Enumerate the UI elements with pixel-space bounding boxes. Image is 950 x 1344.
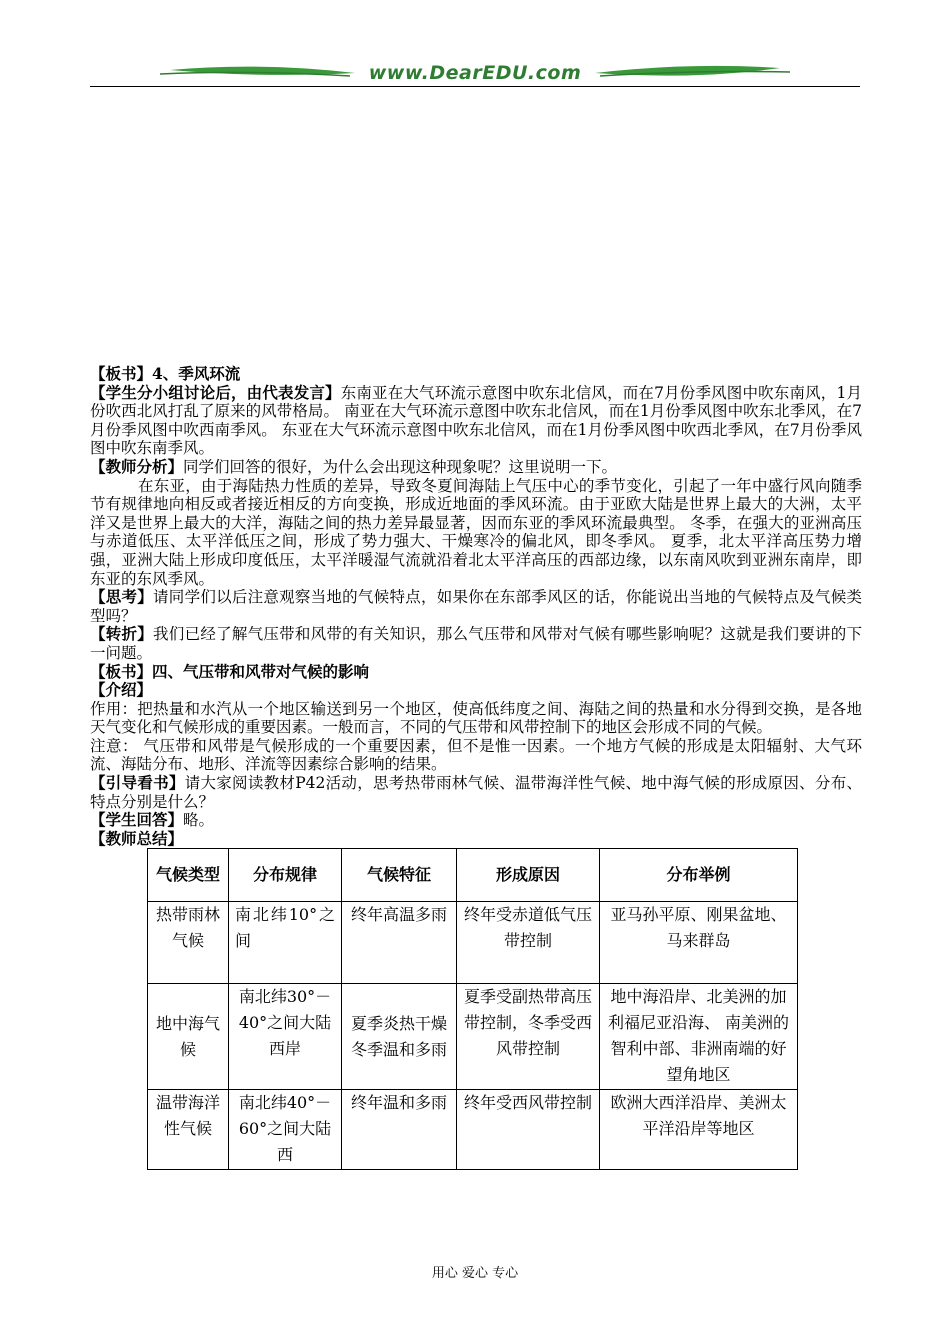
section-tag: 【板书】 (90, 661, 153, 681)
paragraph (90, 458, 862, 477)
section-tag: 【引导看书】 (90, 773, 185, 793)
text-blocks (90, 365, 862, 848)
paragraph (90, 625, 862, 662)
paragraph-text: 四、气压带和风带对气候的影响 (152, 661, 370, 681)
paragraph (90, 737, 862, 774)
paragraph-text: 4、季风环流 (152, 364, 241, 383)
table-cell: 温带海洋性气候 (148, 1090, 229, 1170)
paragraph (90, 830, 862, 849)
climate-summary-table (147, 848, 798, 1170)
section-tag: 【学生回答】 (90, 810, 184, 830)
table-cell: 夏季受副热带高压带控制，冬季受西风带控制 (457, 984, 600, 1090)
header-cell: 形成原因 (457, 849, 600, 902)
header-rule (90, 86, 860, 87)
table-cell: 热带雨林气候 (148, 902, 229, 984)
table-cell: 终年受赤道低气压带控制 (457, 902, 600, 984)
paragraph (90, 477, 862, 589)
section-tag: 【学生分小组讨论后，由代表发言】 (90, 382, 341, 402)
section-tag: 【思考】 (90, 587, 154, 607)
paragraph-text: 东南亚在大气环流示意图中吹东北信风，而在7月份季风图中吹东南风，1月份吹西北风打乱了原来的风带格局。 南亚在大气环流示意图中吹东北信风，而在1月份季风图中吹东北季风，在7月份季风图中吹西南季风。 东亚在大气环流示意图中吹东北信风，而在1月份季风图中吹西北季风，在7月份季风图中吹东南季风。 (90, 383, 862, 458)
paragraph-text: 请大家阅读教材P42活动，思考热带雨林气候、温带海洋性气候、地中海气候的形成原因、分布、特点分别是什么？ (90, 774, 862, 811)
table-cell: 终年受西风带控制 (457, 1090, 600, 1170)
table-cell: 南北纬40°－60°之间大陆西 (229, 1090, 342, 1170)
paragraph-text: 在东亚，由于海陆热力性质的差异，导致冬夏间海陆上气压中心的季节变化，引起了一年中盛行风向随季节有规律地向相反或者接近相反的方向变换，形成近地面的季风环流。由于亚欧大陆是世界上最大的大洲，太平洋又是世界上最大的大洋，海陆之间的热力差异最显著，因而东亚的季风环流最典型。 冬季，在强大的亚洲高压与赤道低压、太平洋低压之间，形成了势力强大、干燥寒冷的偏北风，即冬季风。 夏季，北太平洋高压势力增强，亚洲大陆上形成印度低压，太平洋暖湿气流就沿着北太平洋高压的西部边缘，以东南风吹到亚洲东南岸，即东亚的东风季风。 (90, 476, 862, 588)
table-row (148, 1090, 798, 1170)
paragraph (90, 663, 862, 682)
header-cell: 分布举例 (600, 849, 798, 902)
table-cell: 终年高温多雨 (342, 902, 457, 984)
table-row (148, 984, 798, 1090)
paragraph (90, 384, 862, 458)
section-tag: 【板书】 (90, 364, 153, 383)
section-tag: 【转折】 (90, 624, 154, 644)
page-header (0, 0, 950, 92)
paragraph (90, 774, 862, 811)
paragraph-text: 请同学们以后注意观察当地的气候特点，如果你在东部季风区的话，你能说出当地的气候特点及气候类型吗？ (90, 588, 862, 625)
page-footer: 用心 爱心 专心 (431, 1266, 519, 1281)
section-tag: 【教师分析】 (90, 456, 184, 476)
header-cell: 分布规律 (229, 849, 342, 902)
paragraph-text: 作用：把热量和水汽从一个地区输送到另一个地区，使高低纬度之间、海陆之间的热量和水分得到交换，是各地天气变化和气候形成的重要因素。一般而言，不同的气压带和风带控制下的地区会形成不同的气候。 (90, 699, 862, 737)
paragraph-text: 我们已经了解气压带和风带的有关知识，那么气压带和风带对气候有哪些影响呢？这就是我们要讲的下一问题。 (90, 625, 862, 662)
paragraph (90, 811, 862, 830)
table-cell: 亚马孙平原、刚果盆地、马来群岛 (600, 902, 798, 984)
table-cell: 欧洲大西洋沿岸、美洲太平洋沿岸等地区 (600, 1090, 798, 1170)
table-cell: 地中海沿岸、北美洲的加利福尼亚沿海、 南美洲的智利中部、非洲南端的好望角地区 (600, 984, 798, 1090)
paragraph (90, 681, 862, 700)
paragraph-text: 注意： 气压带和风带是气候形成的一个重要因素，但不是惟一因素。一个地方气候的形成是太阳辐射、大气环流、海陆分布、地形、洋流等因素综合影响的结果。 (90, 736, 862, 774)
document-body (90, 365, 862, 1170)
paragraph (90, 700, 862, 737)
paragraph (90, 588, 862, 625)
header-cell: 气候类型 (148, 849, 229, 902)
section-tag: 【介绍】 (90, 680, 153, 700)
table-row (148, 902, 798, 984)
table-header-row (148, 849, 798, 902)
section-tag: 【教师总结】 (90, 828, 184, 848)
header-cell: 气候特征 (342, 849, 457, 902)
paragraph (90, 365, 862, 384)
paragraph-text: 略。 (183, 811, 215, 830)
table-cell: 夏季炎热干燥冬季温和多雨 (342, 984, 457, 1090)
paragraph-text: 同学们回答的很好，为什么会出现这种现象呢？这里说明一下。 (183, 457, 618, 476)
table-cell: 终年温和多雨 (342, 1090, 457, 1170)
table-cell: 南北纬10°之间 (229, 902, 342, 984)
site-logo-text: www.DearEDU.com (368, 62, 582, 84)
table-cell: 地中海气候 (148, 984, 229, 1090)
table-cell: 南北纬30°－40°之间大陆西岸 (229, 984, 342, 1090)
